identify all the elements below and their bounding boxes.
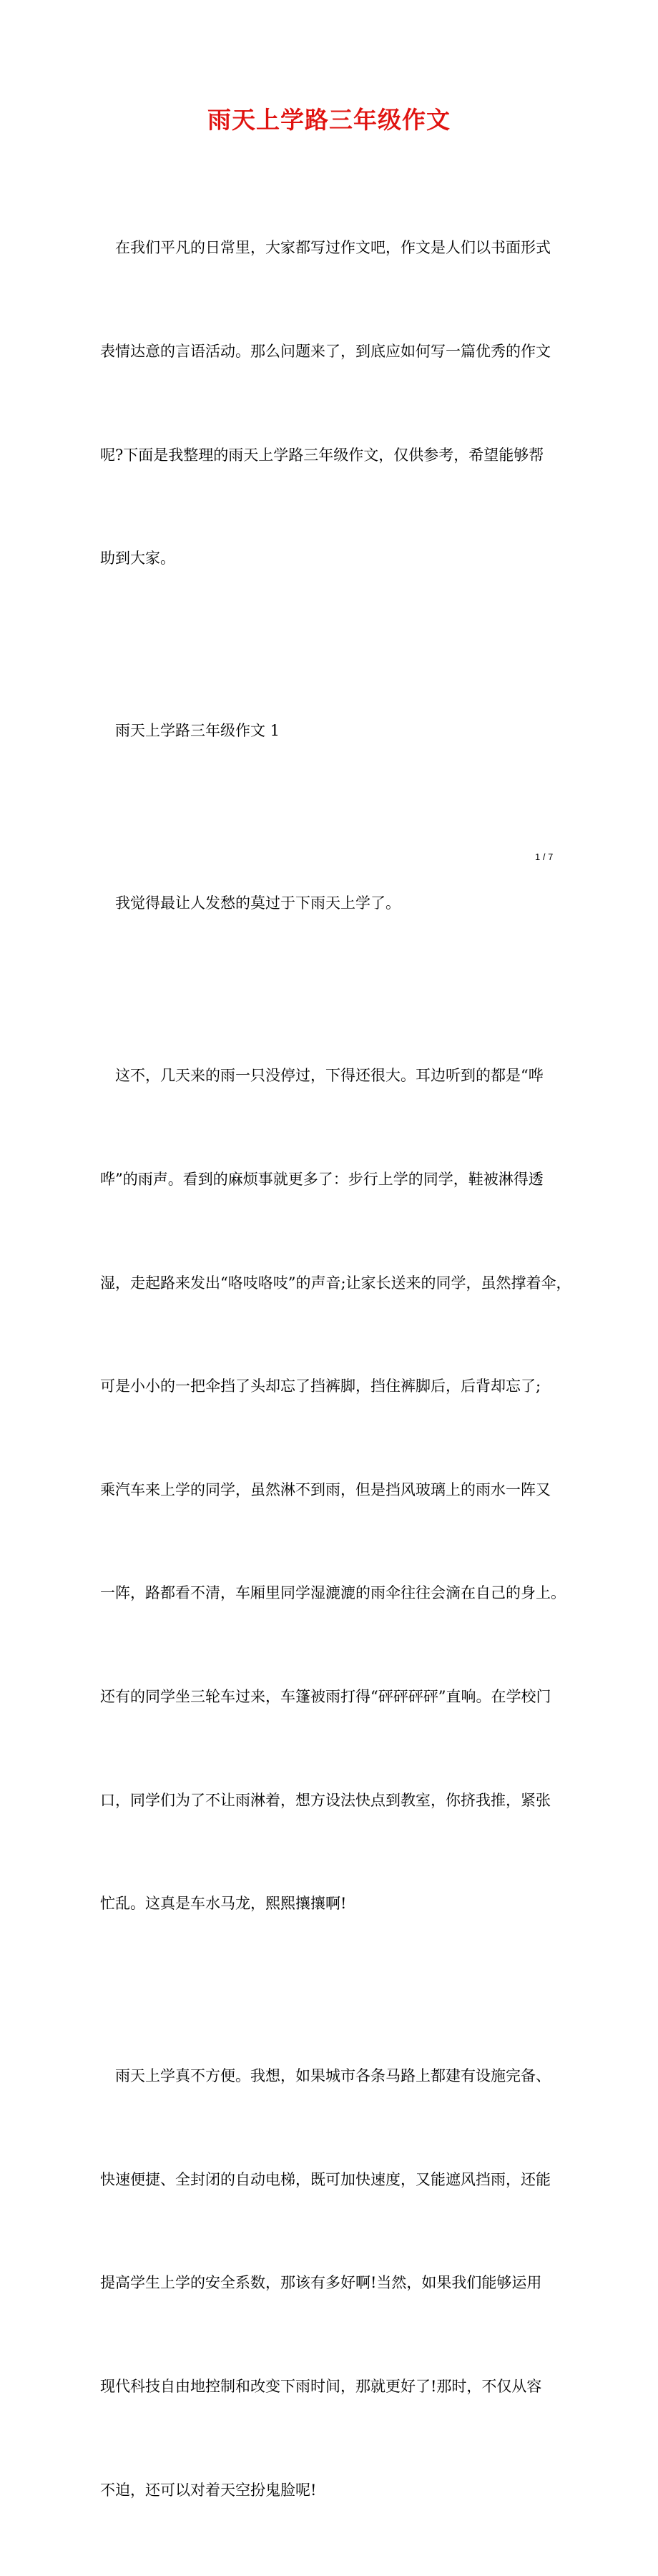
paragraph	[100, 990, 571, 1990]
text-line: 我觉得最让人发愁的莫过于下雨天上学了。	[115, 894, 401, 912]
text-line: 呢?下面是我整理的雨天上学路三年级作文，仅供参考，希望能够帮	[100, 446, 544, 464]
text-line: 雨天上学真不方便。我想，如果城市各条马路上都建有设施完备、	[115, 2067, 551, 2085]
paragraph	[100, 817, 565, 990]
text-line: 一阵，路都看不清，车厢里同学湿漉漉的雨伞往往会滴在自己的身上。	[100, 1584, 566, 1602]
document-body	[100, 162, 571, 2576]
paragraph	[100, 645, 565, 817]
text-line: 乘汽车来上学的同学，虽然淋不到雨，但是挡风玻璃上的雨水一阵又	[100, 1480, 551, 1498]
page-number: 1 / 7	[535, 852, 554, 862]
text-line: 在我们平凡的日常里，大家都写过作文吧，作文是人们以书面形式	[115, 239, 551, 257]
text-line: 口，同学们为了不让雨淋着，想方设法快点到教室，你挤我推，紧张	[100, 1791, 551, 1809]
text-line: 可是小小的一把伞挡了头却忘了挡裤脚，挡住裤脚后，后背却忘了;	[100, 1377, 541, 1395]
text-line: 忙乱。这真是车水马龙，熙熙攘攘啊!	[100, 1895, 347, 1913]
text-line: 提高学生上学的安全系数，那该有多好啊!当然，如果我们能够运用	[100, 2274, 542, 2292]
paragraph	[100, 162, 565, 645]
text-line: 助到大家。	[100, 550, 175, 567]
text-line: 表情达意的言语活动。那么问题来了，到底应如何写一篇优秀的作文	[100, 343, 551, 361]
text-line: 这不，几天来的雨一只没停过，下得还很大。耳边听到的都是“哗	[115, 1067, 544, 1085]
document-title: 雨天上学路三年级作文	[207, 106, 451, 134]
section-heading: 雨天上学路三年级作文 1	[115, 722, 280, 740]
text-line: 哗”的雨声。看到的麻烦事就更多了：步行上学的同学，鞋被淋得透	[100, 1170, 544, 1188]
text-line: 湿，走起路来发出“咯吱咯吱”的声音;让家长送来的同学，虽然撑着伞，	[100, 1274, 571, 1292]
text-line: 快速便捷、全封闭的自动电梯，既可加快速度，又能遮风挡雨，还能	[100, 2170, 551, 2188]
text-line: 现代科技自由地控制和改变下雨时间，那就更好了!那时，不仅从容	[100, 2378, 542, 2395]
paragraph	[100, 1990, 565, 2576]
text-line: 不迫，还可以对着天空扮鬼脸呢!	[100, 2481, 317, 2499]
text-line: 还有的同学坐三轮车过来，车篷被雨打得“砰砰砰砰”直响。在学校门	[100, 1687, 551, 1705]
